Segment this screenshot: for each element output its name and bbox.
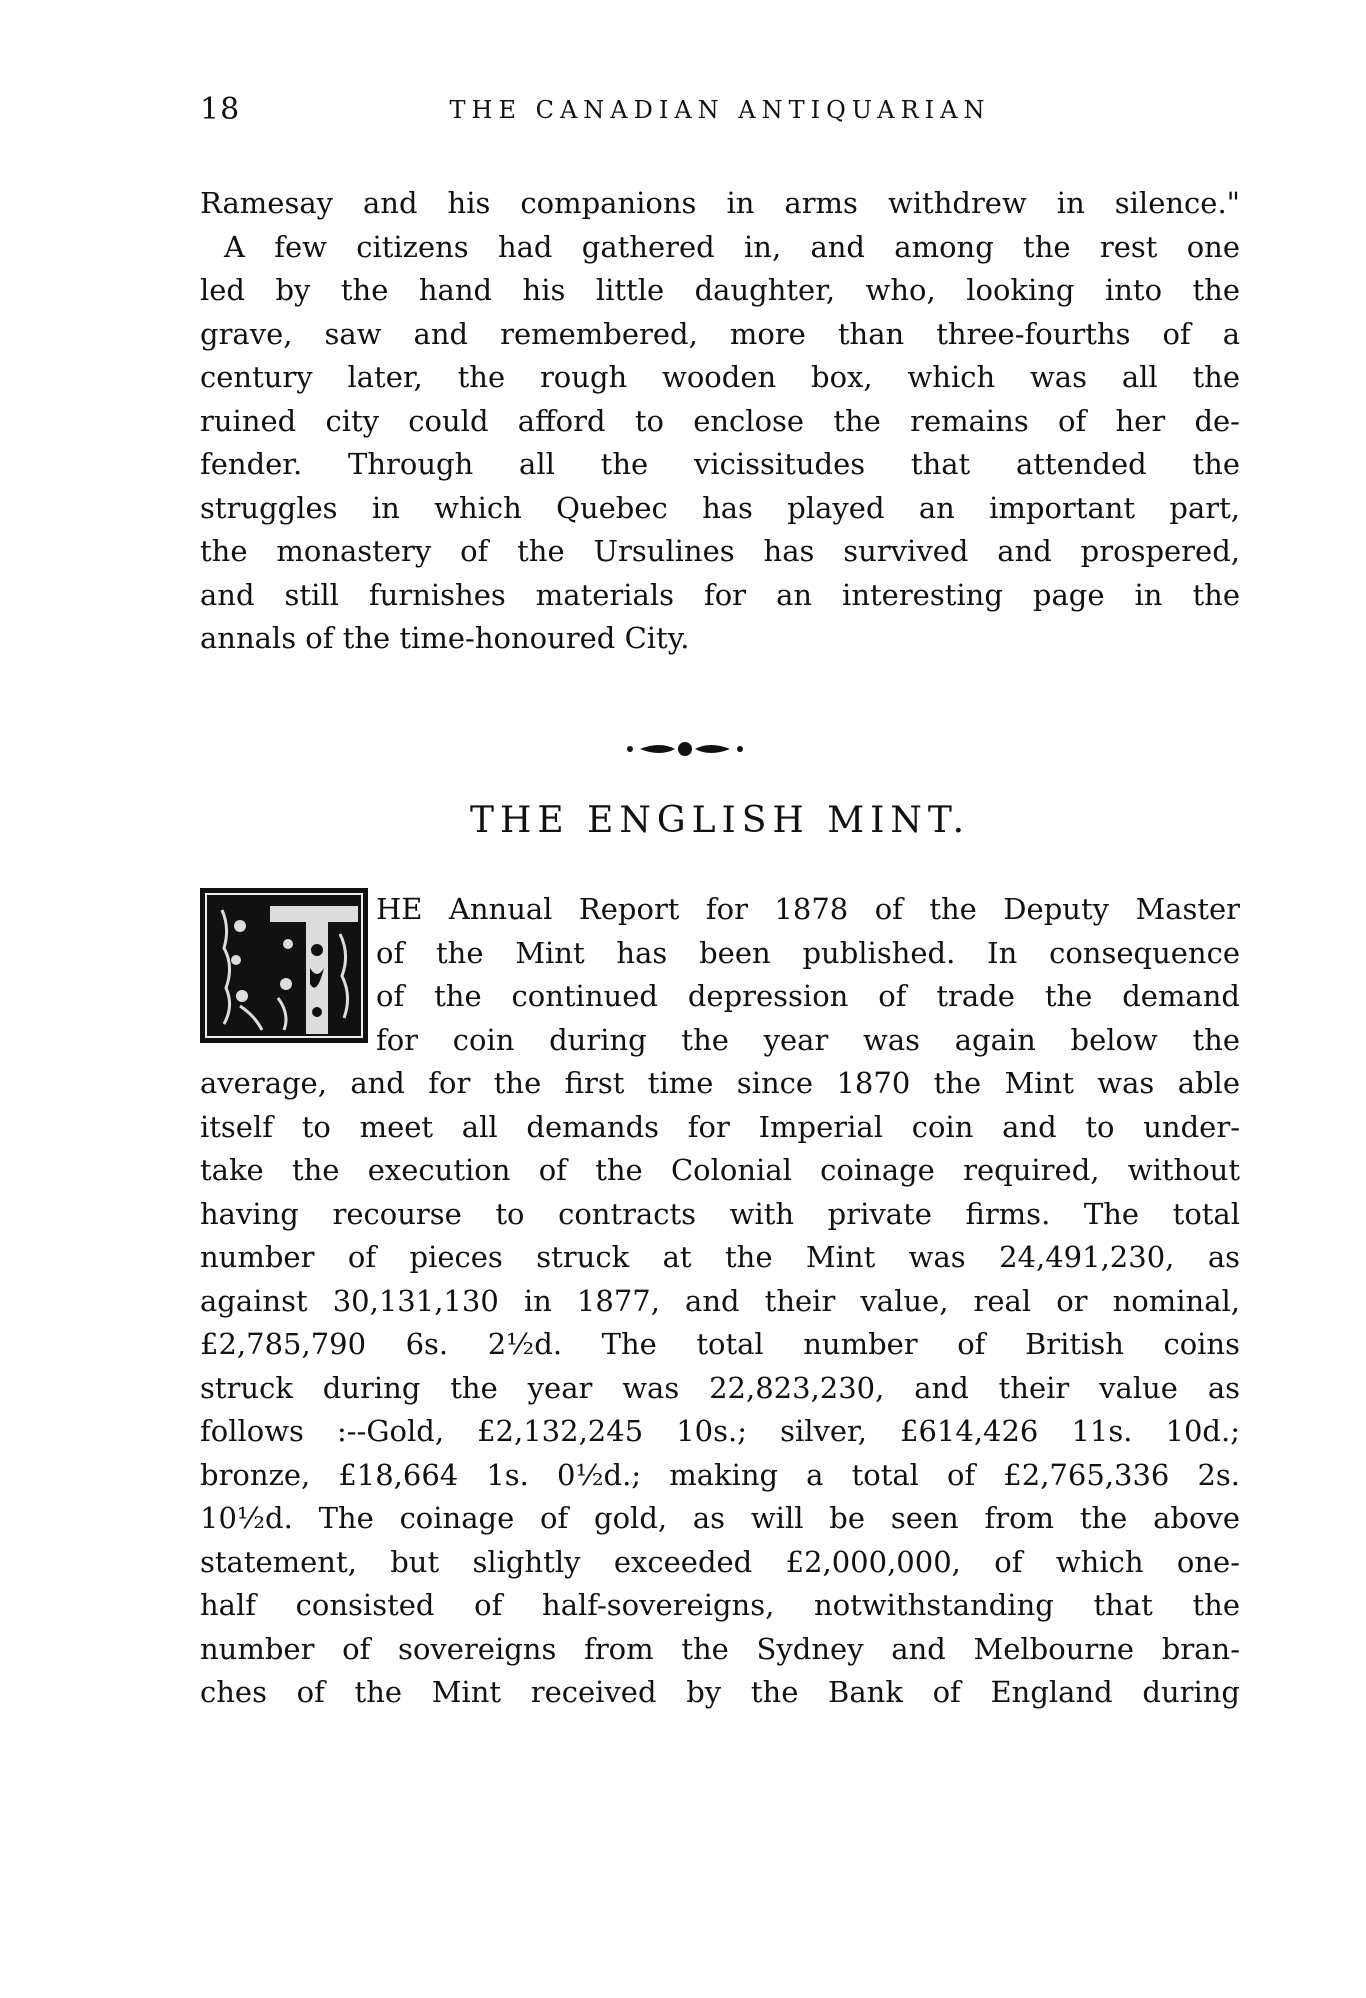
text-line: £2,785,790 6s. 2½d. The total number of British coins: [200, 1327, 1240, 1361]
text-line: grave, saw and remembered, more than three-fourths of a: [200, 316, 1240, 351]
text-line: of the continued depression of trade the demand: [376, 979, 1240, 1013]
text-line: annals of the time-honoured City.: [200, 621, 690, 655]
running-title: THE CANADIAN ANTIQUARIAN: [449, 96, 991, 124]
drop-cap-paragraph-start: [376, 888, 1240, 1062]
running-head: [200, 92, 1240, 132]
text-line: ruined city could afford to enclose the remains of her de-: [200, 403, 1240, 438]
article-body: [200, 1062, 1240, 1715]
text-line: ches of the Mint received by the Bank of England during: [200, 1675, 1240, 1709]
text-line: number of sovereigns from the Sydney and Melbourne bran-: [200, 1631, 1240, 1666]
text-line: against 30,131,130 in 1877, and their value, real or nominal,: [200, 1283, 1240, 1318]
text-line: having recourse to contracts with private firms. The total: [200, 1196, 1240, 1231]
text-line: struggles in which Quebec has played an important part,: [200, 490, 1240, 525]
text-line: HE Annual Report for 1878 of the Deputy Master: [376, 892, 1240, 926]
text-line: take the execution of the Colonial coinage required, without: [200, 1153, 1240, 1187]
text-line: struck during the year was 22,823,230, and their value as: [200, 1370, 1240, 1405]
text-line: for coin during the year was again below the: [376, 1022, 1240, 1057]
text-line: A few citizens had gathered in, and among the rest one: [224, 229, 1240, 264]
continuation-paragraph: [200, 182, 1240, 661]
ornamental-drop-cap: [200, 888, 368, 1043]
text-line: follows :--Gold, £2,132,245 10s.; silver, £614,426 11s. 10d.;: [200, 1414, 1240, 1448]
text-line: of the Mint has been published. In consequence: [376, 935, 1240, 970]
section-divider-ornament: [620, 734, 750, 764]
text-line: century later, the rough wooden box, which was all the: [200, 360, 1240, 394]
text-line: 10½d. The coinage of gold, as will be seen from the above: [200, 1501, 1240, 1535]
text-line: itself to meet all demands for Imperial coin and to under-: [200, 1109, 1240, 1144]
text-line: bronze, £18,664 1s. 0½d.; making a total of £2,765,336 2s.: [200, 1457, 1240, 1492]
text-line: statement, but slightly exceeded £2,000,000, of which one-: [200, 1544, 1240, 1579]
text-line: led by the hand his little daughter, who, looking into the: [200, 273, 1240, 307]
page-number: 18: [200, 92, 241, 127]
text-line: Ramesay and his companions in arms withdrew in silence.": [200, 186, 1240, 220]
text-line: fender. Through all the vicissitudes that attended the: [200, 447, 1240, 481]
text-line: half consisted of half-sovereigns, notwithstanding that the: [200, 1588, 1240, 1622]
text-line: number of pieces struck at the Mint was 24,491,230, as: [200, 1240, 1240, 1274]
text-line: average, and for the first time since 1870 the Mint was able: [200, 1066, 1240, 1100]
article-title: THE ENGLISH MINT.: [469, 800, 971, 841]
text-line: and still furnishes materials for an interesting page in the: [200, 577, 1240, 612]
text-line: the monastery of the Ursulines has survived and prospered,: [200, 534, 1240, 568]
